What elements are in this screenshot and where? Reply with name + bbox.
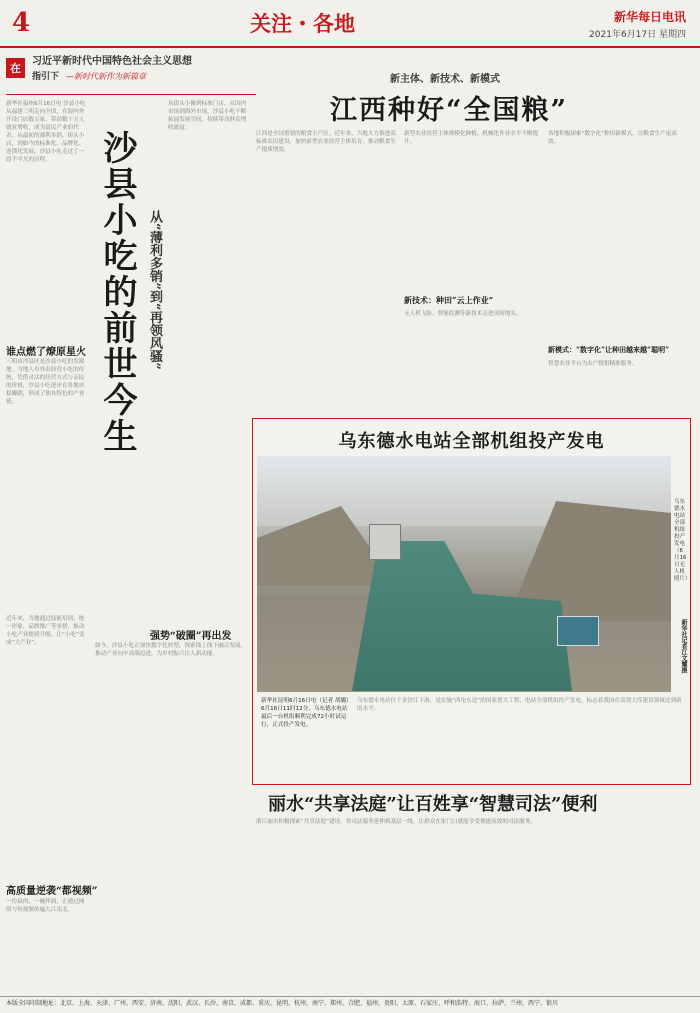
feature-box xyxy=(252,418,691,785)
right-body-text-5: 智慧农业平台为农户提供精准服务。 xyxy=(548,361,638,367)
dam-structure xyxy=(369,524,401,560)
bottom-body-text: 浙江丽水积极探索“共享法庭”建设，将司法服务延伸到基层一线，让群众在家门口就能享受便捷高效的司法服务。 xyxy=(256,819,536,825)
feature-body-text: 乌东德水电站位于金沙江下游，是实施“西电东送”的国家重大工程，电站全部机组投产发电，标志着我国在高坝大库建设领域达到新的水平。 xyxy=(357,698,682,712)
subhead-right-2: 新模式：“数字化”让种田越来越“聪明” xyxy=(548,345,670,354)
left-body-text-4: 一份扁肉、一碗拌面，正通过网络与短视频传遍大江南北。 xyxy=(6,899,85,913)
left-body-text-5: 从街头小摊到标准门店，从国内市场到海外市场，沙县小吃不断拓展发展空间，持续带动群众增收致富。 xyxy=(168,101,247,131)
column-subtitle: 指引下 xyxy=(32,72,60,82)
headline-top-right: 江西种好“全国粮” xyxy=(330,95,569,126)
column-slogan: —新时代新作为新篇章 xyxy=(66,72,146,81)
left-body-text-6: 如今，沙县小吃正加快数字化转型，探索线上线下融合发展，推动产业向中高端迈进，为乡村振兴注入新动能。 xyxy=(95,643,247,657)
subhead-left-2: 强势“破圈”再出发 xyxy=(150,631,232,642)
left-body-text-1: 新华社福州6月16日电 沙县小吃从福建三明走向全国，在海内外开设门店数万家，带动数十万人就业增收，成为富民产业的代表。从最初的薄利多销、街头小店，到如今的标准化、品牌化、连锁化发展，沙县小吃走过了一段不平凡的历程。 xyxy=(6,101,86,163)
side-caption: 乌东德水电站全部机组投产发电（6月16日无人机照片） xyxy=(674,499,691,582)
page-number: 4 xyxy=(12,8,31,38)
deck-left: 从“薄利多销”到“再领风骚” xyxy=(147,210,162,370)
bottom-headline: 丽水“共享法庭”让百姓享“智慧司法”便利 xyxy=(268,794,598,815)
right-body-text-2: 新型农业经营主体规模化种植，机械化作业水平不断提升。 xyxy=(404,131,539,145)
right-body-text-4: 各地积极探索“数字化”种田新模式，让粮食生产更高效。 xyxy=(548,131,677,145)
left-body-text-2: 三明市沙县区是沙县小吃的发源地。当地人有外出经营小吃的传统，凭借灵活的经营方式与亲民的价格，沙县小吃逐步在各地站稳脚跟，形成了独具特色的产业链。 xyxy=(6,359,85,405)
column-banner xyxy=(6,50,256,95)
photo-credit: 新华社记者江文耀摄 xyxy=(680,619,687,673)
brand-name: 新华每日电讯 xyxy=(613,10,686,24)
subhead-right-1: 新技术：种田“云上作业” xyxy=(404,295,494,305)
kicker-right: 新主体、新技术、新模式 xyxy=(390,74,500,85)
left-body-text-3: 近年来，当地通过技能培训、统一形象、品牌推广等举措，推动小吃产业提质升级，让“小吃”变成“大产业”。 xyxy=(6,616,85,646)
feature-headline: 乌东德水电站全部机组投产发电 xyxy=(338,431,605,452)
masthead xyxy=(0,0,700,48)
photo-caption: 新华社昆明6月16日电（记者 胡璐）6月16日11时12分，乌东德水电站最后一台机组顺利完成72小时试运行，正式投产发电。 xyxy=(261,698,352,728)
issue-date: 2021年6月17日 星期四 xyxy=(589,30,686,40)
dam-photo xyxy=(257,456,671,692)
column-title: 习近平新时代中国特色社会主义思想 xyxy=(32,56,192,67)
headline-left: 沙县小吃的前世今生 xyxy=(97,130,137,454)
footer-print-info: 本版全国印制地址：北京、上海、天津、广州、西安、济南、沈阳、武汉、长沙、南京、成都、重庆、昆明、杭州、南宁、郑州、合肥、福州、贵阳、太原、石家庄、呼和浩特、海口、拉萨、兰州、西宁、银川 xyxy=(0,996,700,1013)
subhead-left-1: 谁点燃了燎原星火 xyxy=(6,347,86,358)
pool xyxy=(557,616,599,646)
column-tag: 在 xyxy=(6,58,25,78)
right-body-text-3: 无人机飞防、智能监测等新技术走进田间地头。 xyxy=(404,311,522,317)
subhead-left-3: 高质量逆袭“都视频” xyxy=(6,886,98,897)
right-body-text-1: 江西是全国重要的粮食主产区。近年来，当地大力推进高标准农田建设，加快新型农业经营主体培育，推动粮食生产提质增效。 xyxy=(256,131,396,153)
section-title: 关注・各地 xyxy=(250,11,355,36)
